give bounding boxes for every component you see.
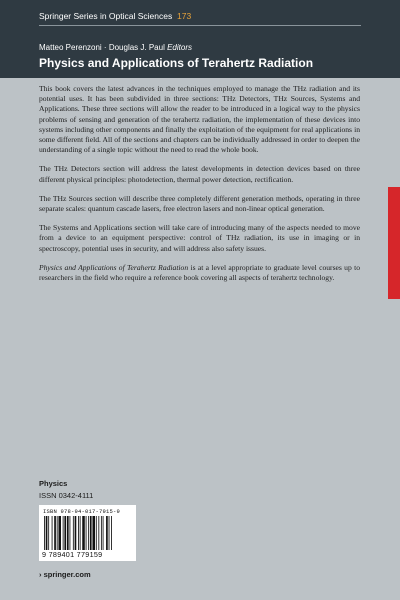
barcode-bar (80, 516, 81, 550)
blurb-paragraph-1: This book covers the latest advances in the techniques employed to manage the THz radiation and its potential uses. It has been subdivided in three sections: THz Detectors, THz Sources, Systems and Applications. These three sections will allow the reader to be introduced in a logical way to the physics problems of sensing and generation of the terahertz radiation, the implementation of these devices into systems including other components and finally the exploitation of the equipment for real applications in some different field. All of the sections and chapters can be individually addressed in order to deepen the understanding of a single topic without the need to read the whole book. (39, 84, 360, 155)
barcode-bar (73, 516, 74, 550)
blurb-title-italic: Physics and Applications of Terahertz Radiation (39, 262, 189, 272)
barcode-bar (44, 516, 45, 550)
header-divider (39, 25, 361, 26)
blurb-paragraph-3: The THz Sources section will describe three completely different generation methods, operating in three separate scales: quantum cascade lasers, free electron lasers and non-linear optical generation. (39, 193, 360, 214)
blurb-text (39, 84, 360, 292)
barcode-bar (57, 516, 58, 550)
blurb-paragraph-5 (39, 263, 360, 283)
barcode-bar (86, 516, 87, 550)
editors-names: Matteo Perenzoni · Douglas J. Paul (39, 43, 165, 52)
barcode-bar (63, 516, 64, 550)
blurb-paragraph-5-rest: is at a level appropriate to graduate level courses up to researchers in the field who require a reference book covering all aspects of terahertz technology. (39, 262, 360, 283)
cover-header (0, 0, 400, 78)
editors-line (39, 43, 192, 52)
spine-accent-bar (388, 187, 400, 299)
series-number: 173 (177, 11, 192, 21)
editors-role: Editors (167, 43, 192, 52)
series-label: Springer Series in Optical Sciences (39, 11, 173, 21)
issn-label: ISSN 0342-4111 (39, 491, 94, 500)
barcode-bars (43, 516, 132, 550)
barcode-bar (82, 516, 85, 550)
barcode-bar (109, 516, 110, 550)
barcode-bar (90, 516, 92, 550)
blurb-paragraph-4: The Systems and Applications section will take care of introducing many of the aspects needed to move from a device to an equipment perspective: control of THz radiation, its use in imaging or in spectroscopy, potential uses in security, and will address also safety issues. (39, 223, 360, 253)
barcode-bar (78, 516, 79, 550)
barcode-digits: 9 789401 779159 (42, 550, 103, 559)
blurb-paragraph-2: The THz Detectors section will address the latest developments in detection devices based on three different physical principles: photodetection, thermal power detection, rectification. (39, 164, 360, 184)
barcode-bar (46, 516, 48, 550)
barcode-bar (54, 516, 56, 550)
barcode-bar (111, 516, 112, 550)
isbn-number: ISBN 978-94-017-7915-9 (43, 508, 121, 515)
barcode-bar (98, 516, 99, 550)
barcode-bar (58, 516, 61, 550)
publisher-url[interactable]: › springer.com (39, 570, 91, 579)
barcode-bar (52, 516, 53, 550)
subject-label: Physics (39, 479, 68, 488)
barcode-bar (96, 516, 97, 550)
barcode-bar (70, 516, 71, 550)
barcode-bar (64, 516, 66, 550)
barcode-bar (48, 516, 49, 550)
barcode-bar (101, 516, 102, 550)
barcode-bar (106, 516, 108, 550)
barcode-bar (103, 516, 104, 550)
barcode-bar (92, 516, 95, 550)
barcode-bar (75, 516, 77, 550)
barcode-bar (88, 516, 89, 550)
barcode-bar (67, 516, 69, 550)
isbn-barcode (39, 505, 136, 561)
book-title: Physics and Applications of Terahertz Radiation (39, 56, 314, 70)
